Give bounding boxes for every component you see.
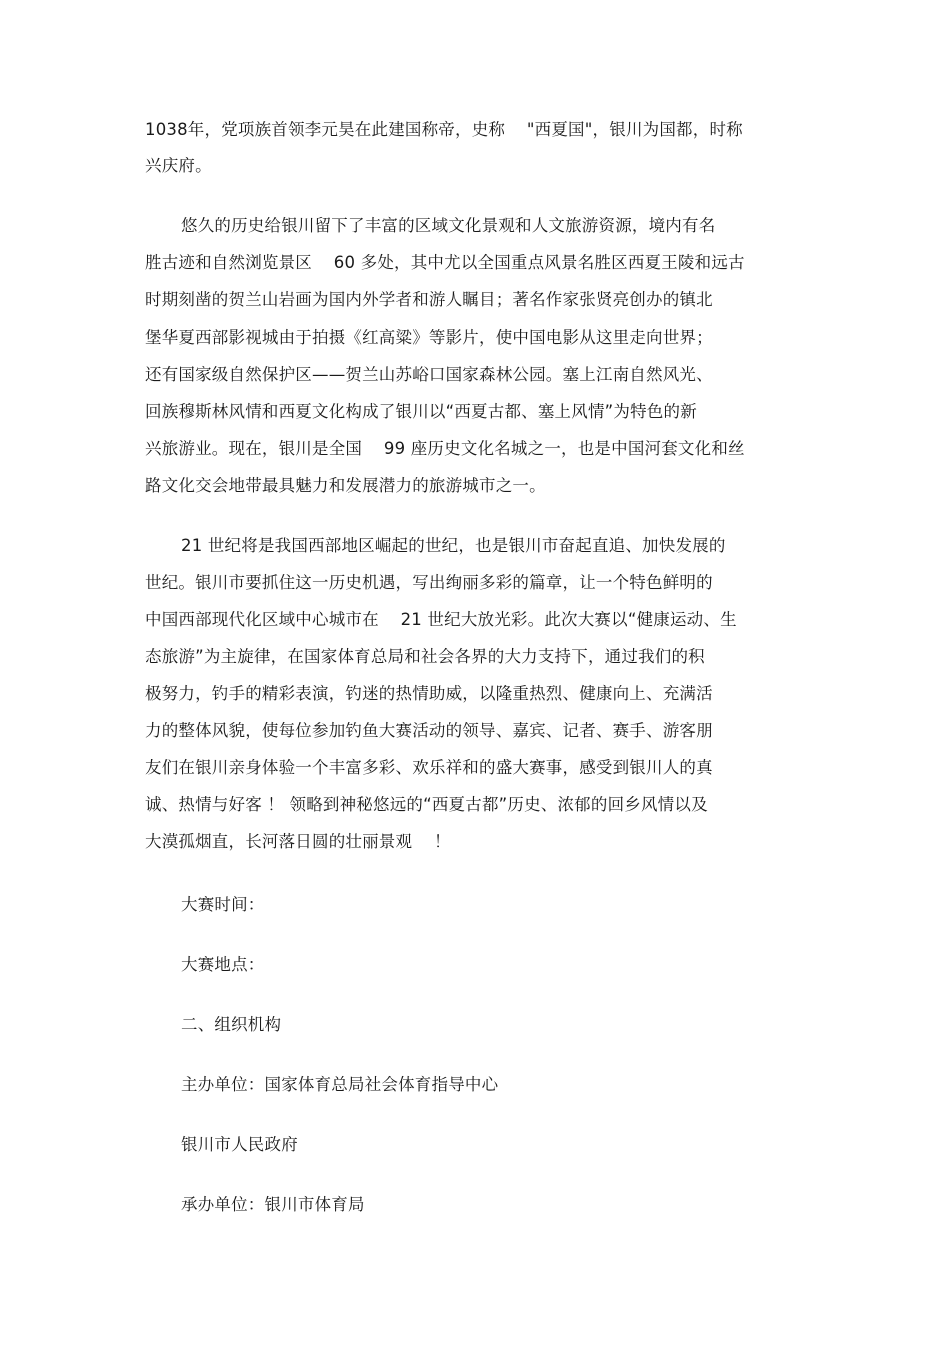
paragraph-tourism-line: 悠久的历史给银川留下了丰富的区域文化景观和人文旅游资源，境内有名 [181, 216, 716, 235]
host-unit-second: 银川市人民政府 [181, 1135, 298, 1154]
paragraph-century-line: 中国西部现代化区域中心城市在 21 世纪大放光彩。此次大赛以“健康运动、生 [145, 610, 737, 629]
paragraph-century-line: 极努力，钓手的精彩表演，钓迷的热情助威，以隆重热烈、健康向上、充满活 [145, 684, 713, 703]
event-place-label: 大赛地点： [181, 955, 265, 974]
paragraph-century-line: 态旅游”为主旋律，在国家体育总局和社会各界的大力支持下，通过我们的积 [145, 647, 705, 666]
paragraph-tourism-line: 路文化交会地带最具魅力和发展潜力的旅游城市之一。 [145, 476, 546, 495]
paragraph-tourism-line: 胜古迹和自然浏览景区 60 多处，其中尤以全国重点风景名胜区西夏王陵和远古 [145, 253, 745, 272]
paragraph-century-line: 友们在银川亲身体验一个丰富多彩、欢乐祥和的盛大赛事，感受到银川人的真 [145, 758, 713, 777]
paragraph-century-line: 世纪。银川市要抓住这一历史机遇，写出绚丽多彩的篇章，让一个特色鲜明的 [145, 573, 713, 592]
paragraph-history-line: 1038年，党项族首领李元昊在此建国称帝，史称 "西夏国"，银川为国都，时称 [145, 120, 743, 139]
paragraph-century-line: 力的整体风貌，使每位参加钓鱼大赛活动的领导、嘉宾、记者、赛手、游客朋 [145, 721, 713, 740]
paragraph-history-line: 兴庆府。 [145, 156, 212, 175]
host-unit: 主办单位：国家体育总局社会体育指导中心 [181, 1075, 499, 1094]
paragraph-tourism-line: 回族穆斯林风情和西夏文化构成了银川以“西夏古都、塞上风情”为特色的新 [145, 402, 697, 421]
paragraph-century-line: 大漠孤烟直，长河落日圆的壮丽景观 ！ [145, 832, 451, 851]
paragraph-tourism-line: 还有国家级自然保护区——贺兰山苏峪口国家森林公园。塞上江南自然风光、 [145, 365, 713, 384]
paragraph-tourism-line: 堡华夏西部影视城由于拍摄《红高粱》等影片，使中国电影从这里走向世界； [145, 328, 713, 347]
paragraph-tourism-line: 时期刻凿的贺兰山岩画为国内外学者和游人瞩目；著名作家张贤亮创办的镇北 [145, 290, 713, 309]
paragraph-century-line: 诚、热情与好客 ！ 领略到神秘悠远的“西夏古都”历史、浓郁的回乡风情以及 [145, 795, 708, 814]
paragraph-century-line: 21 世纪将是我国西部地区崛起的世纪，也是银川市奋起直追、加快发展的 [181, 536, 726, 555]
organizer-unit: 承办单位：银川市体育局 [181, 1195, 365, 1214]
event-time-label: 大赛时间： [181, 895, 265, 914]
section-heading-organization: 二、组织机构 [181, 1015, 282, 1034]
paragraph-tourism-line: 兴旅游业。现在，银川是全国 99 座历史文化名城之一，也是中国河套文化和丝 [145, 439, 745, 458]
